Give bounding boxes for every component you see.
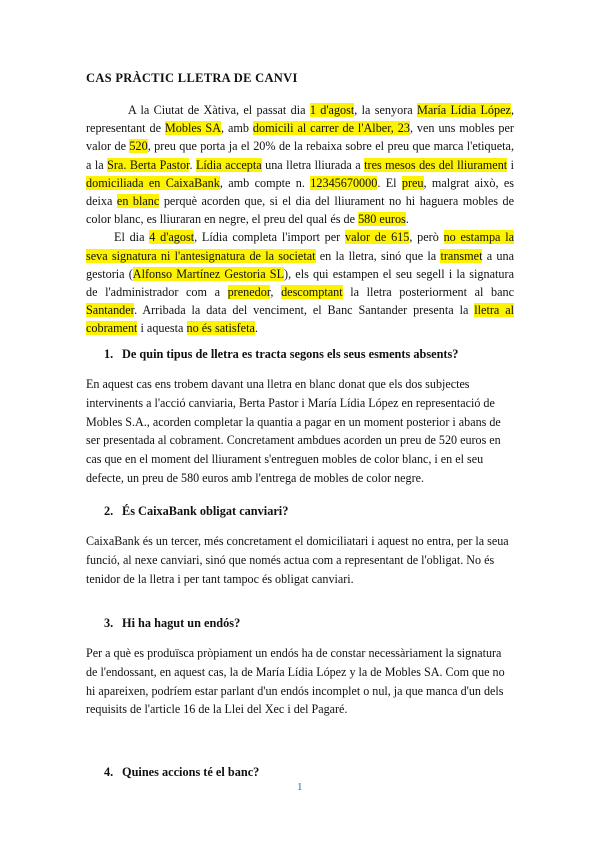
highlighted-text: descomptant (281, 285, 343, 300)
question-text: Quines accions té el banc? (122, 765, 260, 779)
text-segment: , Lídia completa l'import per (194, 230, 345, 245)
case-statement (86, 101, 514, 338)
highlighted-text: prenedor (227, 285, 271, 300)
highlighted-text: transmet (440, 248, 483, 263)
document-title: CAS PRÀCTIC LLETRA DE CANVI (86, 71, 298, 85)
highlighted-text: 4 d'agost (149, 230, 195, 245)
text-segment: i (507, 157, 515, 172)
text-segment: , malgrat això, es deixa (86, 175, 514, 209)
highlighted-text: en blanc (116, 194, 160, 209)
highlighted-text: tres mesos des del lliurament (364, 157, 508, 172)
highlighted-text: domicili al carrer de l'Alber, 23 (252, 121, 410, 136)
text-segment: . (189, 157, 196, 172)
highlighted-text: 580 euros (358, 212, 406, 227)
highlighted-text: Mobles SA (164, 121, 221, 136)
page-number: 1 (297, 781, 303, 793)
highlighted-text: 1 d'agost (309, 103, 355, 117)
text-segment: en la lletra, sinó que la (315, 248, 441, 263)
question-2-heading (104, 504, 288, 519)
question-number: 4. (104, 765, 114, 779)
highlighted-text: 12345670000 (310, 175, 378, 190)
text-segment: , preu que porta ja el 20% de la rebaixa sobre el preu que marca l'etiqueta, a la (86, 139, 514, 172)
answer-1: En aquest cas ens trobem davant una lletra en blanc donat que els dos subjectes intervinents a l'acció canviaria, Berta Pastor i María Lídia López en representació de Mobles S.A., acorden completar la quantia a pagar en un moment posterior i abans de ser presentada al cobrament. Concretament ambdues acorden un preu de 520 euros en cas que en el moment del lliurament s'entreguen mobles de color blanc, i en el seu defecte, un preu de 580 euros amb l'entrega de mobles de color negre. (86, 377, 501, 485)
highlighted-text: valor de 615 (345, 230, 410, 245)
highlighted-text: no és satisfeta (186, 321, 255, 336)
text-segment: A la Ciutat de Xàtiva, el passat dia (128, 103, 310, 117)
text-segment: , la senyora (354, 103, 418, 117)
text-segment: una lletra lliurada a (261, 157, 365, 172)
text-segment: , amb (221, 121, 253, 136)
answer-2: CaixaBank és un tercer, més concretament el domiciliatari i aquest no entra, per la seua funció, al nexe canviari, sinó que només actua com a representant de l'obligat. No és tenidor de la lletra i per tant tampoc és obligat canviari. (86, 534, 509, 586)
text-segment: . El (377, 175, 402, 190)
highlighted-text: domiciliada en CaixaBank (86, 175, 220, 190)
question-number: 1. (104, 347, 114, 361)
text-segment: la lletra posteriorment al banc (342, 285, 515, 300)
question-number: 2. (104, 504, 114, 518)
highlighted-text: lletra al cobrament (86, 303, 514, 336)
question-number: 3. (104, 616, 114, 630)
case-paragraph-2 (86, 228, 514, 337)
text-segment: . (254, 321, 258, 336)
text-segment: . (405, 212, 409, 227)
highlighted-text: Sra. Berta Pastor (107, 157, 190, 172)
text-segment: ), els qui estampen el seu segell i la signatura de l'administrador com a (86, 266, 514, 300)
question-3-heading (104, 616, 240, 631)
highlighted-text: Alfonso Martínez Gestoria SL (132, 266, 285, 281)
text-segment: , (270, 285, 282, 300)
text-segment: . Arribada la data del venciment, el Banc Santander presenta la (134, 303, 475, 318)
case-paragraph-1 (86, 101, 514, 228)
question-text: De quin tipus de lletra es tracta segons els seus esments absents? (122, 347, 459, 361)
highlighted-text: María Lídia López (417, 103, 511, 117)
text-segment: a una gestoria ( (86, 248, 514, 281)
text-segment: , amb compte n. (219, 175, 311, 190)
text-segment: i aquesta (137, 321, 187, 336)
question-1-heading (104, 347, 458, 362)
text-segment: perquè acorden que, si el dia del lliurament no hi haguera mobles de color blanc, es lliuraran en negre, el preu del qual és de (86, 194, 514, 227)
highlighted-text: 520 (129, 139, 148, 154)
text-segment: , però (409, 230, 444, 245)
question-text: Hi ha hagut un endós? (122, 616, 241, 630)
highlighted-text: Santander (86, 303, 135, 318)
text-segment: , ven uns mobles per valor de (86, 121, 514, 154)
highlighted-text: preu (401, 175, 424, 190)
answer-3: Per a què es produïsca pròpiament un endós ha de constar necessàriament la signatura de l'endossant, en aquest cas, la de María Lídia López y la de Mobles SA. Com que no hi apareixen, podríem estar parlant d'un endós incomplet o nul, ja que manca d'un dels requisits de l'article 16 de la Llei del Xec i del Pagaré. (86, 646, 505, 717)
highlighted-text: no estampa la seva signatura ni l'antesignatura de la societat (86, 230, 515, 263)
question-4-heading (104, 765, 259, 780)
question-text: És CaixaBank obligat canviari? (122, 504, 289, 518)
text-segment: , representant de (86, 103, 514, 136)
highlighted-text: Lídia accepta (195, 157, 262, 172)
text-segment: El dia (114, 230, 150, 245)
